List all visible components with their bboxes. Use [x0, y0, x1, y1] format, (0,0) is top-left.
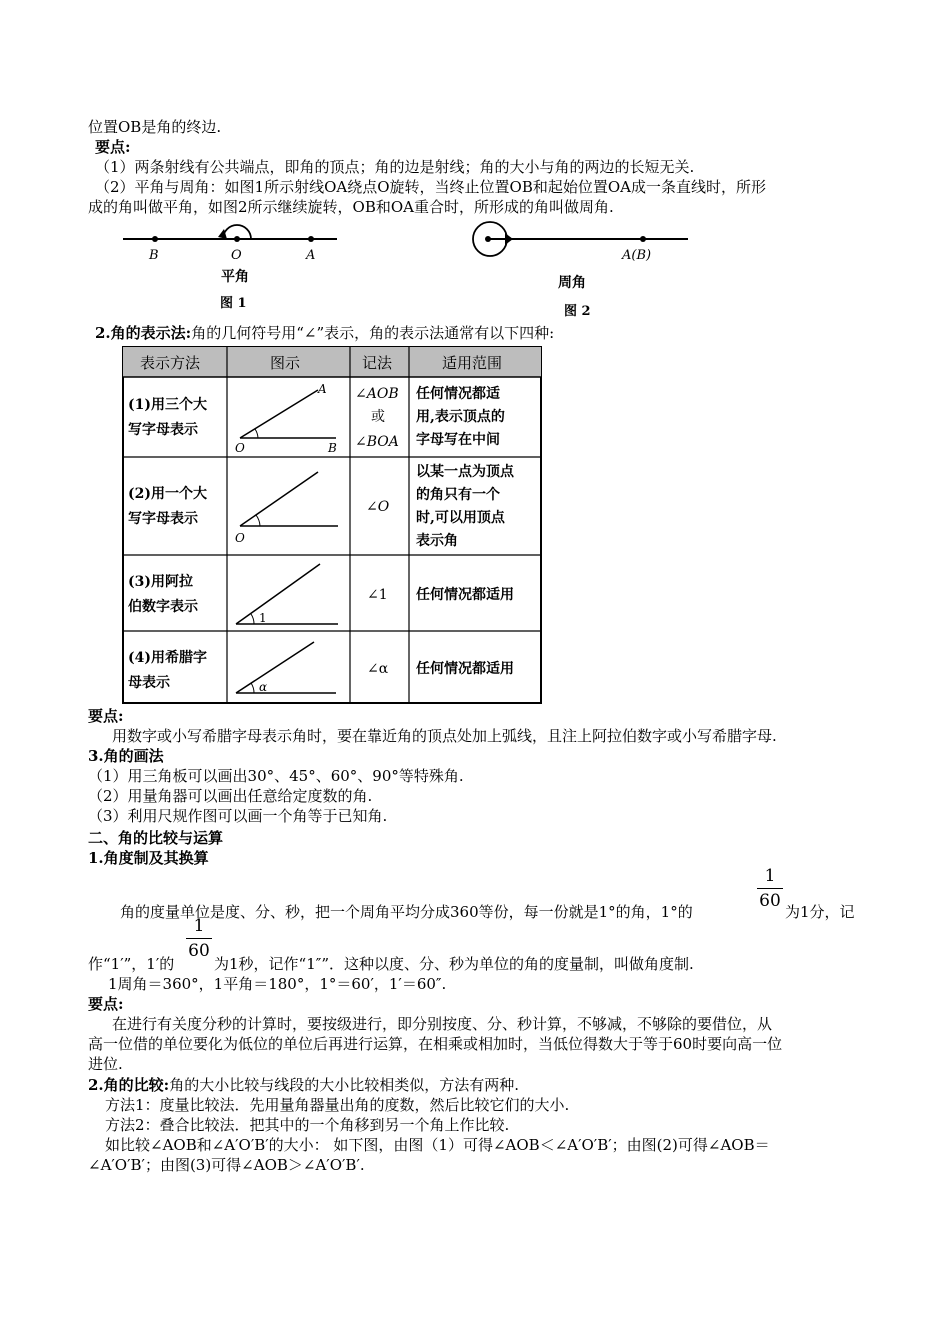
row-scope: 任何情况都适: [416, 386, 500, 402]
row-notation: 或: [371, 409, 385, 425]
text-line: 1周角＝360°，1平角＝180°，1°＝60′，1′＝60″.: [108, 975, 447, 993]
section-text: 角的大小比较与线段的大小比较相类似，方法有两种.: [169, 1076, 519, 1094]
row-method: 写字母表示: [128, 422, 198, 438]
fraction-bar: [186, 938, 212, 939]
list-item: （1）用三角板可以画出30°、45°、60°、90°等特殊角.: [88, 767, 464, 785]
fraction: [186, 916, 212, 961]
row-method: 伯数字表示: [128, 599, 198, 615]
row-scope: 任何情况都适用: [416, 587, 514, 603]
label-o: O: [235, 441, 245, 455]
row-method: (4)用希腊字: [128, 650, 207, 666]
row-method: (2)用一个大: [128, 486, 207, 502]
fraction: [757, 866, 783, 911]
label-a: A: [306, 248, 316, 263]
fraction-numerator: 1: [764, 866, 776, 886]
row-method: 写字母表示: [128, 511, 198, 527]
header-method: 表示方法: [140, 354, 201, 372]
section-title: 3.角的画法: [88, 747, 164, 765]
text-line: 在进行有关度分秒的计算时，要按级进行，即分别按度、分、秒计算，不够减，不够除的要借位，从: [112, 1015, 773, 1033]
row-scope: 以某一点为顶点: [416, 464, 514, 480]
text-line: （1）两条射线有公共端点，即角的顶点；角的边是射线；角的大小与角的两边的长短无关.: [95, 158, 695, 176]
text-line: 作“1′”，1′的: [88, 955, 175, 973]
figure-straight-angle: [115, 215, 345, 315]
row-notation: ∠1: [367, 587, 388, 603]
section-heading: 二、角的比较与运算: [88, 829, 224, 847]
key-points-label: 要点:: [88, 707, 124, 725]
text-line: 成的角叫做平角，如图2所示继续旋转，OB和OA重合时，所形成的角叫做周角.: [88, 198, 614, 216]
row-scope: 字母写在中间: [416, 432, 500, 448]
section-title: 1.角度制及其换算: [88, 849, 209, 867]
row-notation: ∠α: [367, 661, 389, 677]
text-line: 方法2：叠合比较法．把其中的一个角移到另一个角上作比较.: [105, 1116, 510, 1134]
header-diagram: 图示: [270, 354, 301, 372]
fraction-denominator: 60: [759, 891, 781, 911]
label-1: 1: [259, 611, 267, 625]
text-line: 进位.: [88, 1055, 123, 1073]
angle-notation-table: [122, 346, 542, 704]
section-heading: [95, 323, 554, 343]
row-method: 母表示: [128, 675, 170, 691]
text-line: 用数字或小写希腊字母表示角时，要在靠近角的顶点处加上弧线，且注上阿拉伯数字或小写希腊字母.: [112, 727, 777, 745]
header-scope: 适用范围: [442, 354, 503, 372]
row-scope: 时,可以用顶点: [416, 510, 505, 526]
key-points-label: 要点:: [95, 138, 131, 156]
label-o: O: [235, 531, 245, 545]
figure-name: 周角: [558, 275, 586, 291]
figure-full-angle: [460, 215, 700, 325]
header-notation: 记法: [362, 354, 393, 372]
section-heading: [88, 1075, 519, 1095]
fraction-bar: [757, 888, 783, 889]
figure-caption: 图 2: [564, 304, 591, 319]
fraction-denominator: 60: [188, 941, 210, 961]
label-a-b: A(B): [622, 248, 652, 263]
section-text: 角的几何符号用“∠”表示，角的表示法通常有以下四种:: [191, 324, 555, 342]
point-a-b: [640, 236, 646, 242]
list-item: （2）用量角器可以画出任意给定度数的角.: [88, 787, 373, 805]
text-line: 角的度量单位是度、分、秒，把一个周角平均分成360等份，每一份就是1°的角，1°的: [120, 903, 693, 921]
section-title: 2.角的表示法:: [95, 324, 192, 342]
arrow-head-icon: [505, 233, 513, 245]
text-line: 为1分，记: [785, 903, 855, 921]
point-a: [308, 236, 314, 242]
point-o: [234, 236, 240, 242]
figure-name: 平角: [221, 269, 249, 285]
row-scope: 的角只有一个: [416, 487, 500, 503]
label-b: B: [328, 441, 337, 455]
label-a: A: [318, 382, 327, 396]
text-line: 如比较∠AOB和∠A′O′B′的大小： 如下图，由图（1）可得∠AOB＜∠A′O′B′；由图(2)可得∠AOB＝: [105, 1136, 770, 1154]
fraction-numerator: 1: [193, 916, 205, 936]
key-points-label: 要点:: [88, 995, 124, 1013]
row-method: (3)用阿拉: [128, 574, 193, 590]
text-line: 方法1：度量比较法．先用量角器量出角的度数，然后比较它们的大小.: [105, 1096, 570, 1114]
label-alpha: α: [259, 680, 268, 694]
row-scope: 用,表示顶点的: [416, 409, 505, 425]
point-b: [152, 236, 158, 242]
row-notation: ∠O: [366, 499, 390, 515]
figure-caption: 图 1: [220, 296, 247, 311]
point-o: [485, 236, 491, 242]
label-o: O: [231, 248, 242, 263]
text-line: ∠A′O′B′；由图(3)可得∠AOB＞∠A′O′B′.: [88, 1156, 365, 1174]
list-item: （3）利用尺规作图可以画一个角等于已知角.: [88, 807, 388, 825]
row-method: (1)用三个大: [128, 397, 207, 413]
row-scope: 任何情况都适用: [416, 661, 514, 677]
text-line: 为1秒，记作“1″”．这种以度、分、秒为单位的角的度量制，叫做角度制.: [214, 955, 694, 973]
row-notation: ∠AOB: [355, 386, 399, 402]
row-scope: 表示角: [416, 533, 458, 549]
section-title: 2.角的比较:: [88, 1076, 170, 1094]
text-line: 高一位借的单位要化为低位的单位后再进行运算，在相乘或相加时，当低位得数大于等于60时要向高一位: [88, 1035, 783, 1053]
label-b: B: [149, 248, 159, 263]
text-line: 位置OB是角的终边.: [88, 118, 222, 136]
row-notation: ∠BOA: [355, 434, 399, 450]
text-line: （2）平角与周角：如图1所示射线OA绕点O旋转，当终止位置OB和起始位置OA成一条直线时，所形: [95, 178, 766, 196]
